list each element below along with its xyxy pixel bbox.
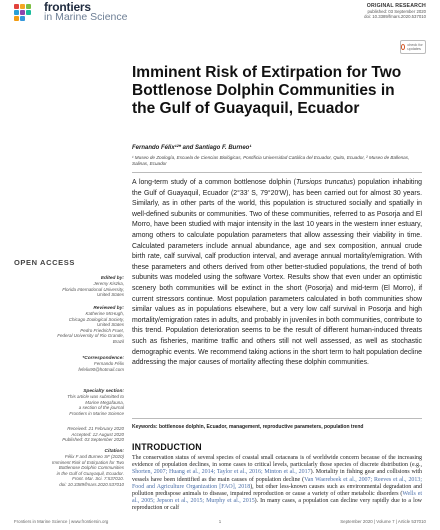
page-footer [14, 519, 426, 524]
published-date-side: Published: 03 September 2020 [62, 437, 124, 443]
citation-heading: Citation: [104, 449, 124, 454]
intro-text: The conservation status of several species of coastal small cetaceans is of worldwide concern because of the increasing evidence of population declines, in some cases to critical levels, particularly those species of discrete distribution (e.g., [132, 455, 422, 469]
footer-volume: September 2020 | Volume 7 | Article 537010 [340, 519, 426, 524]
journal-name: in Marine Science [44, 11, 128, 23]
correspondence-name: Fernando Félix [93, 361, 124, 366]
editor-line[interactable]: Jeremy Kiszka, [93, 281, 124, 286]
divider [132, 418, 422, 419]
reviewer-line[interactable]: Katherine McHugh, [85, 311, 124, 316]
doi-link[interactable]: doi: 10.3389/fmars.2020.537010 [364, 14, 426, 20]
frontiers-logo[interactable] [14, 2, 127, 26]
dates-section [14, 426, 124, 443]
affiliations: ¹ Museo de Zoología, Escuela de Ciencias Biológicas, Pontificia Universidad Católica del Ecuador, Quito, Ecuador, ² Museo de Ballenas, Salinas, Ecuador [132, 155, 410, 167]
reviewer-line: Federal University of Rio Grande, [57, 333, 124, 339]
abstract-text-2: ) population inhabiting the Gulf of Guayaquil, Ecuador (2°33′ S, 79°20′W), has been carried out for almost 30 years. Similarly, as in other parts of the world, this population is structured socially and spatially in well-defined subunits or communities. Two of these communities, referred to as Posorja and El Morro, have been studied with major intensity in the last 10 years in the western inner estuary, among others to calculate population parameters that allow assessing their viability in time. Calculated parameters include annual abundance, age and sex composition, annual crude birth rate, calf survival, calf production interval, and average annual mortality/emigration. With these parameters and others derived from other better-studied populations, the trend of both subunits was modeled using the software Vortex. Results show that even under an optimistic scenery both communities will be extinct in the short (Posorja) and mid-term (El Morro), if current stressors continue. Most population parameters calculated in both communities show similar values as in populations elsewhere, but a very low calf survival in Posorja and high mortality/emigration rates in adults, and probably in juveniles in both communities, contribute to this trend. Population deterioration seems to be the result of different human-induced threats such as fisheries, maritime traffic and others still not well assessed, as well as stochastic demographic events. We recommend taking actions in the short term to halt population decline addressing the major causes of mortality affecting these dolphin communities. [132, 179, 422, 367]
citation-link[interactable]: Shorten, 2007; Huang et al., 2014; Taylor et al., 2016; Minton et al., 2017 [132, 469, 311, 476]
reviewer-line: United States [96, 322, 124, 328]
authors[interactable]: Fernando Félix¹²* and Santiago F. Burneo¹ [132, 145, 252, 151]
correspondence-heading: *Correspondence: [82, 356, 124, 361]
specialty-line: This article was submitted to [67, 394, 124, 399]
reviewer-line: Chicago Zoological Society, [68, 316, 124, 322]
citation-line: Félix F and Burneo SF (2020) [64, 454, 124, 459]
keywords-text: bottlenose dolphin, Ecuador, management, reproductive parameters, population trend [158, 424, 364, 430]
specialty-heading: Specialty section: [83, 389, 124, 394]
editor-line: Florida International University, [62, 286, 124, 292]
article-type: ORIGINAL RESEARCH [366, 3, 426, 9]
citation-link[interactable]: Van Waerebeek et al., 2007; Reeves et al., 2013; Food and Agriculture Organization [FAO], 2018 [132, 476, 422, 490]
edited-by-section [14, 276, 124, 298]
citation-line: Bottlenose Dolphin Communities [58, 465, 124, 471]
citation-line: in the Gulf of Guayaquil, Ecuador. [56, 470, 124, 476]
introduction-heading: INTRODUCTION [132, 442, 202, 452]
citation-link[interactable]: Wells et al., 2005; Jepson et al., 2015; Murphy et al., 2015 [132, 491, 422, 505]
reviewed-by-heading: Reviewed by: [93, 306, 124, 311]
article-title: Imminent Risk of Extirpation for Two Bottlenose Dolphin Communities in the Gulf of Guayaquil, Ecuador [132, 64, 402, 117]
received-date: Received: 21 February 2020 [67, 426, 124, 431]
reviewer-line: Brazil [112, 338, 124, 344]
divider [132, 172, 422, 173]
brand-name: frontiers [44, 0, 91, 14]
citation-section [14, 449, 124, 488]
open-access-label: OPEN ACCESS [14, 258, 75, 267]
intro-text: ). Mortality in fishing gear and collisions with vessels have been identified as the main causes of population decline ( [132, 469, 423, 483]
specialty-line: Frontiers in Marine Science [69, 410, 124, 416]
keywords [132, 424, 422, 430]
accepted-date: Accepted: 12 August 2020 [71, 431, 124, 437]
frontiers-logo-icon [14, 4, 40, 26]
abstract [132, 178, 422, 369]
reviewed-by-section [14, 306, 124, 345]
article-meta [364, 3, 426, 20]
check-updates-button[interactable] [400, 40, 426, 54]
species-name: Tursiops truncatus [295, 179, 353, 186]
edited-by-heading: Edited by: [100, 276, 124, 281]
citation-doi[interactable]: doi: 10.3389/fmars.2020.537010 [59, 481, 124, 487]
specialty-section [14, 389, 124, 416]
keywords-label: Keywords: [132, 424, 158, 430]
reviewer-line[interactable]: Pedro Friedrich Fruet, [80, 327, 124, 333]
abstract-text-1: A long-term study of a common bottlenose dolphin ( [132, 179, 296, 186]
update-icon [401, 44, 405, 50]
introduction-text [132, 455, 422, 513]
intro-text: ). In many cases, a population can decline very rapidly due to a low reproduction or calf [132, 498, 422, 512]
footer-journal-link[interactable]: Frontiers in Marine Science | www.frontiersin.org [14, 519, 109, 524]
correspondence-email[interactable]: fefelix90@hotmail.com [78, 366, 124, 372]
editor-line: United States [96, 292, 124, 298]
specialty-line: a section of the journal [78, 405, 124, 411]
intro-text: ), but other less-known causes such as environmental degradation and pollution predispose animals to disease, impaired reproduction or cause a variety of other metabolic disorders ( [132, 483, 422, 498]
citation-line: Imminent Risk of Extirpation for Two [52, 459, 124, 465]
page-number: 1 [218, 519, 222, 524]
citation-line: Front. Mar. Sci. 7:537010. [72, 476, 124, 482]
correspondence-section [14, 356, 124, 372]
check-updates-label: check for updates [407, 43, 423, 51]
published-date: published: 03 September 2020 [367, 9, 426, 14]
specialty-line: Marine Megafauna, [85, 399, 124, 405]
